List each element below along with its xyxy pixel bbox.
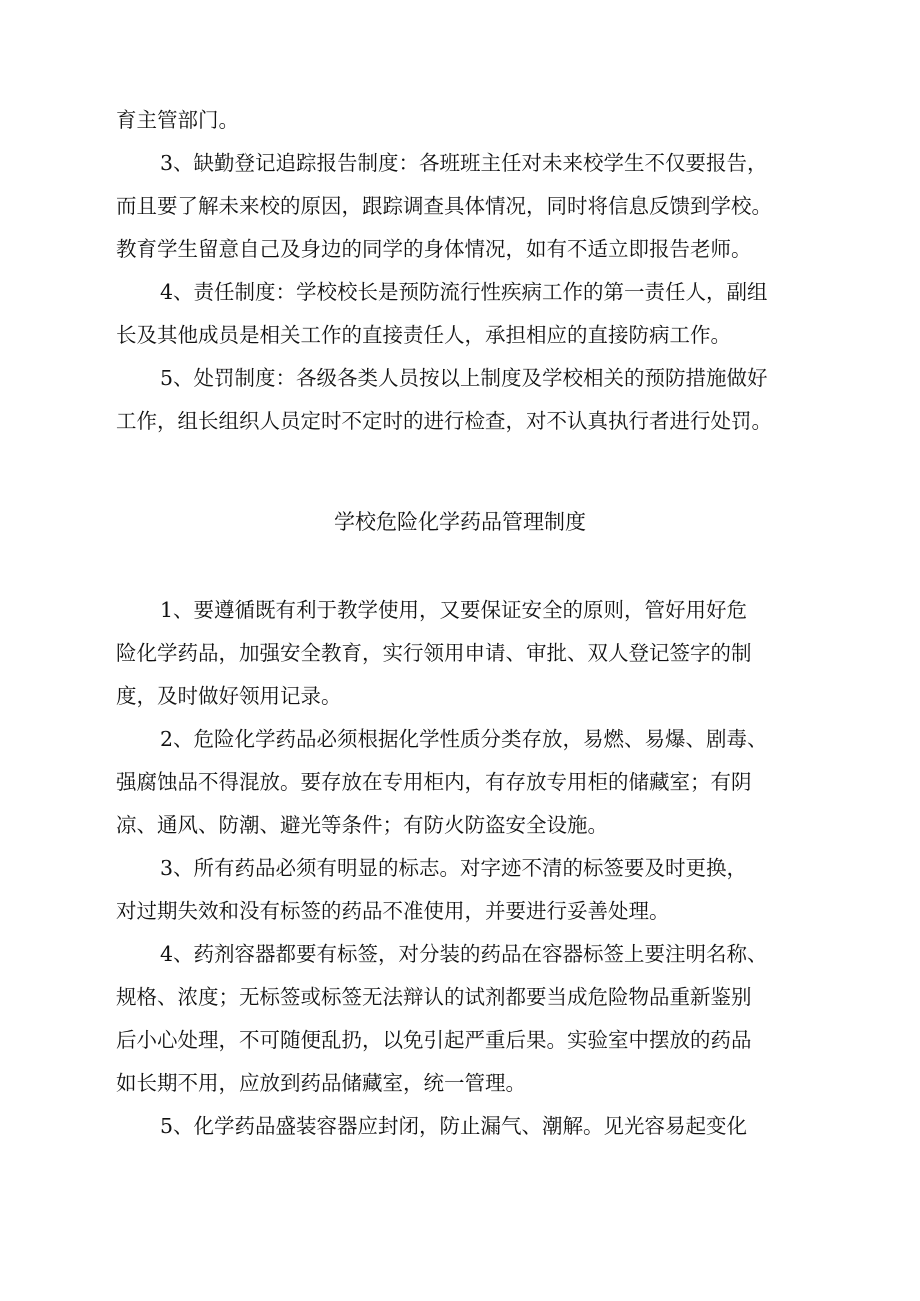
paragraph-line-continuation: 育主管部门。 <box>116 108 239 132</box>
section-title: 学校危险化学药品管理制度 <box>334 510 586 534</box>
rule-4-line-2: 长及其他成员是相关工作的直接责任人，承担相应的直接防病工作。 <box>116 323 731 347</box>
item-2-line-3: 凉、通风、防潮、避光等条件；有防火防盗安全设施。 <box>116 813 608 837</box>
item-2-line-2: 强腐蚀品不得混放。要存放在专用柜内，有存放专用柜的储藏室；有阴 <box>116 770 752 794</box>
rule-5-line-1: 5、处罚制度：各级各类人员按以上制度及学校相关的预防措施做好 <box>160 366 768 390</box>
item-4-line-4: 如长期不用，应放到药品储藏室，统一管理。 <box>116 1071 526 1095</box>
item-2-line-1: 2、危险化学药品必须根据化学性质分类存放，易燃、易爆、剧毒、 <box>160 727 768 751</box>
item-5-line-1: 5、化学药品盛装容器应封闭，防止漏气、潮解。见光容易起变化 <box>160 1114 748 1138</box>
item-4-line-3: 后小心处理，不可随便乱扔，以免引起严重后果。实验室中摆放的药品 <box>116 1028 752 1052</box>
item-1-line-2: 险化学药品，加强安全教育，实行领用申请、审批、双人登记签字的制 <box>116 641 752 665</box>
item-3-line-2: 对过期失效和没有标签的药品不准使用，并要进行妥善处理。 <box>116 899 670 923</box>
item-1-line-1: 1、要遵循既有利于教学使用，又要保证安全的原则，管好用好危 <box>160 598 748 622</box>
item-1-line-3: 度，及时做好领用记录。 <box>116 684 342 708</box>
rule-3-line-1: 3、缺勤登记追踪报告制度：各班班主任对未来校学生不仅要报告， <box>160 151 768 175</box>
rule-5-line-2: 工作，组长组织人员定时不定时的进行检查，对不认真执行者进行处罚。 <box>116 409 772 433</box>
rule-3-line-3: 教育学生留意自己及身边的同学的身体情况，如有不适立即报告老师。 <box>116 237 752 261</box>
rule-3-line-2: 而且要了解未来校的原因，跟踪调查具体情况，同时将信息反馈到学校。 <box>116 194 772 218</box>
item-3-line-1: 3、所有药品必须有明显的标志。对字迹不清的标签要及时更换， <box>160 856 748 880</box>
item-4-line-1: 4、药剂容器都要有标签，对分装的药品在容器标签上要注明名称、 <box>160 942 768 966</box>
rule-4-line-1: 4、责任制度：学校校长是预防流行性疾病工作的第一责任人，副组 <box>160 280 768 304</box>
item-4-line-2: 规格、浓度；无标签或标签无法辩认的试剂都要当成危险物品重新鉴别 <box>116 985 752 1009</box>
